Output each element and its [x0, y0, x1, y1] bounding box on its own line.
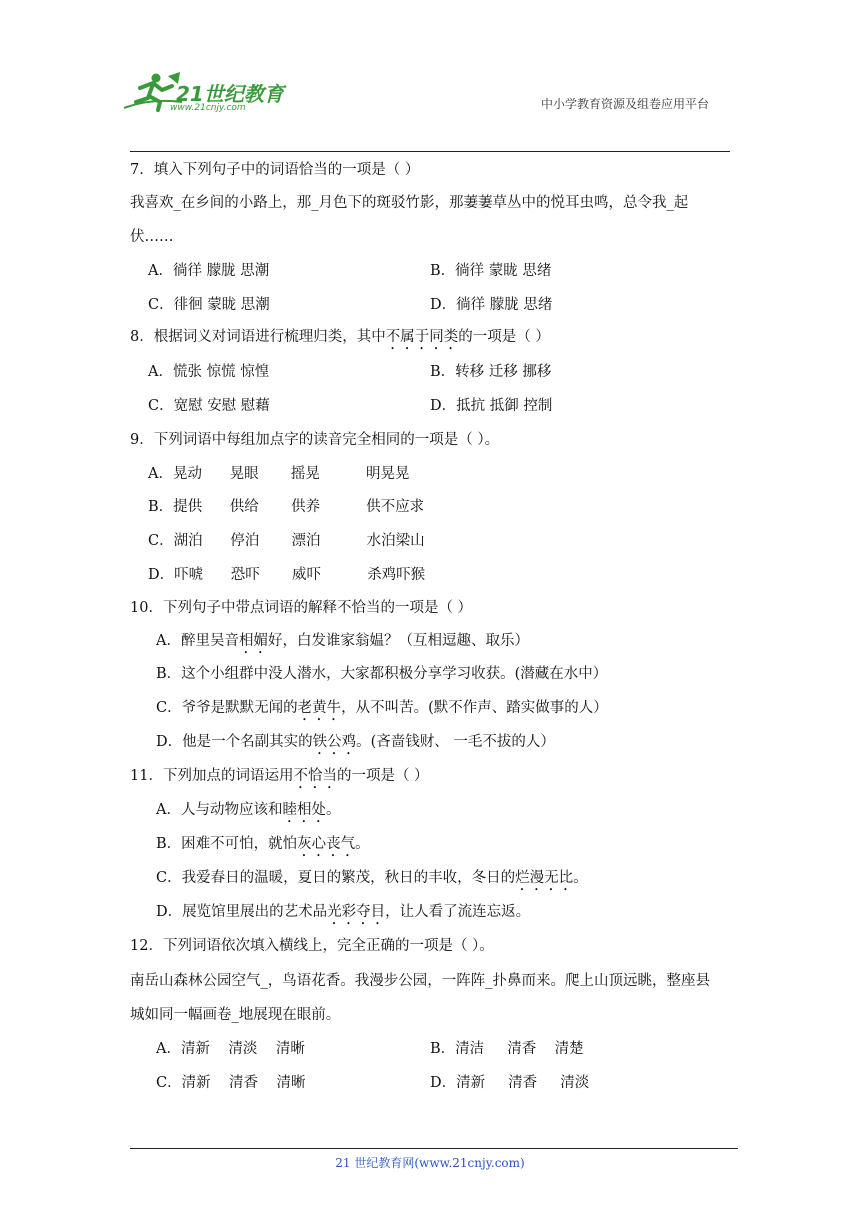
q11-b-pre: B．困难不可怕，就怕 [156, 836, 298, 852]
q11-b-emphasis: 灰心丧气 [297, 836, 356, 852]
logo-url: www.21cnjy.com [170, 103, 246, 113]
q11-d-emphasis: 光彩夺目 [327, 904, 386, 920]
q12-stem: 12．下列词语依次填入横线上，完全正确的一项是（ ）。 [130, 938, 494, 954]
q10-a-post: 好，白发谁家翁媪？（互相逗趣、取乐） [267, 633, 529, 649]
q10-option-a[interactable] [156, 631, 529, 657]
q11-stem-pre: 11．下列加点的词语运用 [130, 768, 294, 784]
q11-b-post: 。 [355, 836, 370, 852]
q11-stem-emphasis: 不恰当 [293, 768, 337, 784]
q8-stem-post: 的一项是（ ） [458, 329, 550, 345]
q8-option-a[interactable]: A．慌张 惊慌 惊惶 [148, 364, 270, 380]
q10-option-d[interactable] [156, 732, 555, 758]
q8-stem [130, 327, 550, 353]
q8-stem-pre: 8．根据词义对词语进行梳理归类，其中 [130, 329, 386, 345]
footer-divider [130, 1148, 738, 1149]
q12-option-d[interactable]: D．清新 清香 清淡 [430, 1075, 590, 1091]
q9-option-c[interactable]: C．湖泊 停泊 漂泊 水泊梁山 [148, 533, 425, 549]
logo-text: 21世纪教育 [176, 82, 284, 106]
q11-option-b[interactable] [156, 834, 370, 860]
q8-option-d[interactable]: D．抵抗 抵御 控制 [430, 398, 553, 414]
q12-passage-line1: 南岳山森林公园空气_，鸟语花香。我漫步公园，一阵阵_扑鼻而来。爬上山顶远眺，整座县 [130, 973, 710, 989]
q9-option-d[interactable]: D．吓唬 恐吓 威吓 杀鸡吓猴 [148, 567, 426, 583]
q12-option-b[interactable]: B．清洁 清香 清楚 [430, 1041, 584, 1057]
q10-stem: 10．下列句子中带点词语的解释不恰当的一项是（ ） [130, 600, 473, 616]
q11-option-c[interactable] [156, 868, 588, 894]
q12-option-a[interactable]: A．清新 清淡 清晰 [156, 1041, 305, 1057]
q11-option-a[interactable] [156, 800, 340, 826]
q11-c-pre: C．我爱春日的温暖，夏日的繁茂，秋日的丰收，冬日的 [156, 870, 516, 886]
q9-option-b[interactable]: B．提供 供给 供养 供不应求 [148, 499, 425, 515]
q10-c-emphasis: 老黄牛 [297, 700, 342, 716]
q11-stem [130, 766, 429, 792]
platform-title: 中小学教育资源及组卷应用平台 [541, 97, 710, 111]
q12-passage-line2: 城如同一幅画卷_地展现在眼前。 [130, 1007, 341, 1023]
q11-a-emphasis: 睦相处 [282, 802, 326, 818]
q7-option-c[interactable]: C．徘徊 蒙眬 思潮 [148, 297, 270, 313]
q10-d-pre: D．他是一个名副其实的 [156, 734, 313, 750]
q7-option-b[interactable]: B．徜徉 蒙眬 思绪 [430, 263, 552, 279]
q7-option-a[interactable]: A．徜徉 朦胧 思潮 [148, 263, 270, 279]
header-divider [130, 151, 730, 152]
q9-stem: 9．下列词语中每组加点字的读音完全相同的一项是（ ）。 [130, 432, 500, 448]
q11-c-post: 。 [573, 870, 588, 886]
footer-link[interactable]: 21 世纪教育网(www.21cnjy.com) [335, 1156, 525, 1170]
q10-c-pre: C．爷爷是默默无闻的 [156, 700, 298, 716]
q11-a-pre: A．人与动物应该和 [156, 802, 283, 818]
q9-option-a[interactable]: A．晃动 晃眼 摇晃 明晃晃 [148, 466, 410, 482]
q11-option-d[interactable] [156, 902, 530, 928]
q10-a-emphasis: 相媚 [238, 633, 268, 649]
q11-d-pre: D．展览馆里展出的艺术品 [156, 904, 328, 920]
q7-stem: 7．填入下列句子中的词语恰当的一项是（ ） [130, 162, 420, 178]
q7-option-d[interactable]: D．徜徉 朦胧 思绪 [430, 297, 553, 313]
q11-a-post: 。 [325, 802, 341, 818]
q10-c-post: ，从不叫苦。(默不作声、踏实做事的人） [341, 700, 608, 716]
q10-option-c[interactable] [156, 698, 608, 724]
q11-d-post: ，让人看了流连忘返。 [385, 904, 531, 920]
q12-option-c[interactable]: C．清新 清香 清晰 [156, 1075, 306, 1091]
q11-stem-post: 的一项是（ ） [336, 768, 429, 784]
q7-passage-line2: 伏…… [130, 229, 174, 245]
q7-passage-line1: 我喜欢_在乡间的小路上，那_月色下的斑驳竹影，那萋萋草丛中的悦耳虫鸣，总令我_起 [130, 195, 689, 211]
q10-d-emphasis: 铁公鸡 [312, 734, 357, 750]
q10-a-pre: A．醉里吴音 [156, 633, 239, 649]
q8-option-b[interactable]: B．转移 迁移 挪移 [430, 364, 552, 380]
q10-option-b[interactable]: B．这个小组群中没人潜水，大家都积极分享学习收获。(潜藏在水中） [156, 666, 608, 682]
q8-option-c[interactable]: C．宽慰 安慰 慰藉 [148, 398, 270, 414]
q11-c-emphasis: 烂漫无比 [515, 870, 574, 886]
q10-d-post: 。(吝啬钱财、 一毛不拔的人） [356, 734, 555, 750]
q8-stem-emphasis: 不属于同类 [385, 329, 459, 345]
